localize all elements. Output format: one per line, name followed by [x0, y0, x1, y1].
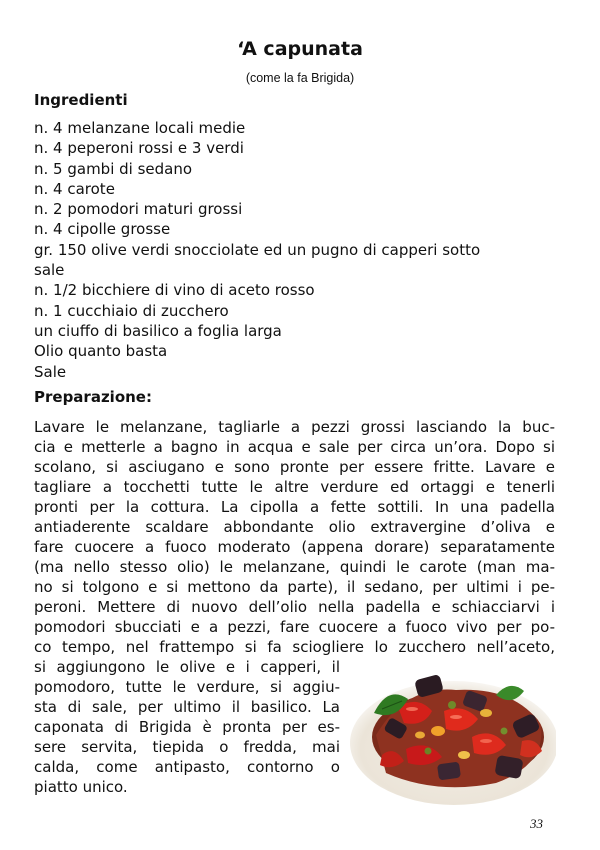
ingredient-item: n. 4 melanzane locali medie — [34, 119, 246, 137]
preparation-line: tagliare a tocchetti tutte le altre verdure ed ortaggi e tenerli — [34, 478, 555, 496]
preparation-line: Lavare le melanzane, tagliarle a pezzi grossi lasciando la buc- — [34, 418, 555, 436]
recipe-title: ‘A capunata — [237, 38, 363, 60]
preparation-line: no si tolgono e si mettono da parte), il sedano, per ultimi i pe- — [34, 578, 555, 596]
preparation-line: si aggiungono le olive e i capperi, il — [34, 658, 340, 676]
preparation-line: cia e metterle a bagno in acqua e sale per circa un’ora. Dopo si — [34, 438, 555, 456]
ingredient-item: sale — [34, 261, 65, 280]
ingredient-item: Olio quanto basta — [34, 342, 168, 361]
ingredient-item: n. 4 carote — [34, 179, 115, 198]
preparation-line: calda, come antipasto, contorno o — [34, 758, 340, 776]
ingredients-heading: Ingredienti — [34, 91, 128, 109]
preparation-line: peroni. Mettere di nuovo dell’olio nella padella e schiacciarvi i — [34, 598, 555, 616]
ingredient-item: n. 1 cucchiaio di zucchero — [34, 301, 229, 320]
preparation-line: pronti per la cottura. La cipolla a fette sottili. In una padella — [34, 498, 555, 516]
ingredient-item: un ciuffo di basilico a foglia larga — [34, 321, 282, 340]
preparation-line: pomodoro, tutte le verdure, si aggiu- — [34, 678, 340, 696]
preparation-line: sere servita, tiepida o fredda, mai — [34, 738, 340, 756]
preparation-line: scolano, si asciugano e sono pronte per essere fritte. Lavare e — [34, 458, 555, 476]
ingredient-item: Sale — [34, 362, 67, 381]
recipe-subtitle: (come la fa Brigida) — [245, 71, 355, 85]
preparation-line: (ma nello stesso olio) le melanzane, quindi le carote (man ma- — [34, 558, 555, 576]
caponata-photo — [346, 665, 556, 805]
preparation-line: co tempo, nel frattempo si fa sciogliere lo zucchero nell’aceto, — [34, 638, 555, 656]
ingredient-item: n. 2 pomodori maturi grossi — [34, 200, 243, 219]
ingredient-item: n. 1/2 bicchiere di vino di aceto rosso — [34, 281, 315, 300]
ingredients-list — [34, 118, 564, 382]
preparation-line: fare cuocere a fuoco moderato (appena dorare) separatamente — [34, 538, 555, 556]
ingredient-item: n. 4 peperoni rossi e 3 verdi — [34, 139, 244, 158]
ingredient-item: gr. 150 olive verdi snocciolate ed un pugno di capperi sotto — [34, 240, 481, 259]
preparation-line: piatto unico. — [34, 778, 128, 796]
ingredient-item: n. 5 gambi di sedano — [34, 159, 193, 178]
preparation-line: sta di sale, per ultimo il basilico. La — [34, 698, 340, 716]
page-number: 33 — [530, 816, 543, 831]
preparation-line: caponata di Brigida è pronta per es- — [34, 718, 340, 736]
preparation-line: antiaderente scaldare abbondante olio extravergine d’oliva e — [34, 518, 555, 536]
preparation-heading: Preparazione: — [34, 388, 152, 406]
preparation-line: pomodori sbucciati e a pezzi, fare cuocere a fuoco vivo per po- — [34, 618, 555, 636]
ingredient-item: n. 4 cipolle grosse — [34, 220, 171, 239]
